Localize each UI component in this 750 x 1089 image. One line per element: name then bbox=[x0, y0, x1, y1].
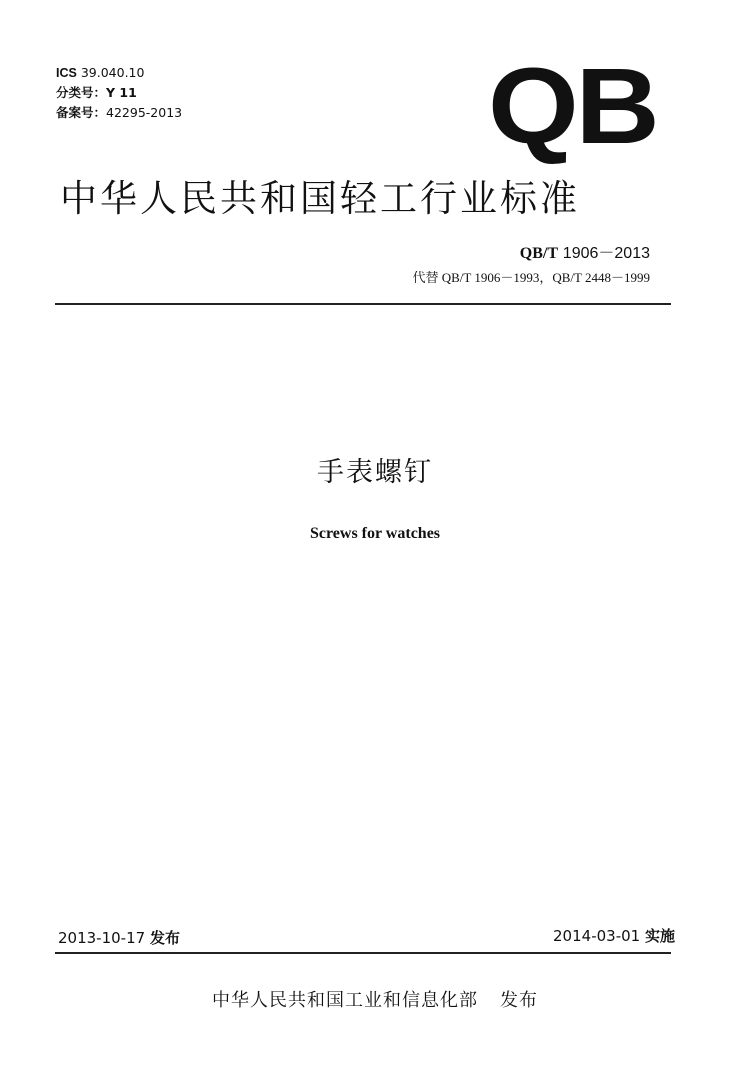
top-divider bbox=[55, 303, 671, 305]
class-label: 分类号： bbox=[56, 85, 107, 100]
implement-date: 2014-03-01 bbox=[553, 927, 641, 945]
document-title-en: Screws for watches bbox=[309, 525, 441, 542]
class-row bbox=[56, 83, 182, 103]
replaces-note: 代替 QB/T 1906－1993，QB/T 2448－1999 bbox=[412, 270, 650, 285]
classification-block bbox=[56, 63, 182, 123]
document-title-cn: 手表螺钉 bbox=[317, 457, 433, 488]
implement-date-block bbox=[553, 925, 675, 946]
class-value: Y 11 bbox=[106, 85, 137, 100]
issuer-action: 发布 bbox=[500, 990, 538, 1011]
standard-code-prefix: QB/T bbox=[519, 245, 559, 262]
ics-row bbox=[56, 63, 182, 83]
record-row bbox=[56, 103, 182, 123]
standard-code bbox=[520, 240, 650, 263]
qb-logo: QB bbox=[488, 45, 657, 166]
record-label: 备案号： bbox=[56, 105, 107, 120]
bottom-divider bbox=[55, 952, 671, 954]
standard-title: 中华人民共和国轻工行业标准 bbox=[60, 177, 580, 220]
implement-word: 实施 bbox=[644, 927, 675, 945]
standard-code-number: 1906－2013 bbox=[562, 245, 650, 262]
issuer-name: 中华人民共和国工业和信息化部 bbox=[212, 990, 478, 1011]
record-value: 42295-2013 bbox=[106, 105, 183, 120]
release-word: 发布 bbox=[149, 929, 180, 947]
release-date: 2013-10-17 bbox=[58, 929, 146, 947]
ics-label: ICS bbox=[56, 66, 77, 80]
release-date-block bbox=[58, 927, 180, 948]
issuer-line bbox=[0, 986, 750, 1012]
ics-value: 39.040.10 bbox=[80, 65, 145, 80]
